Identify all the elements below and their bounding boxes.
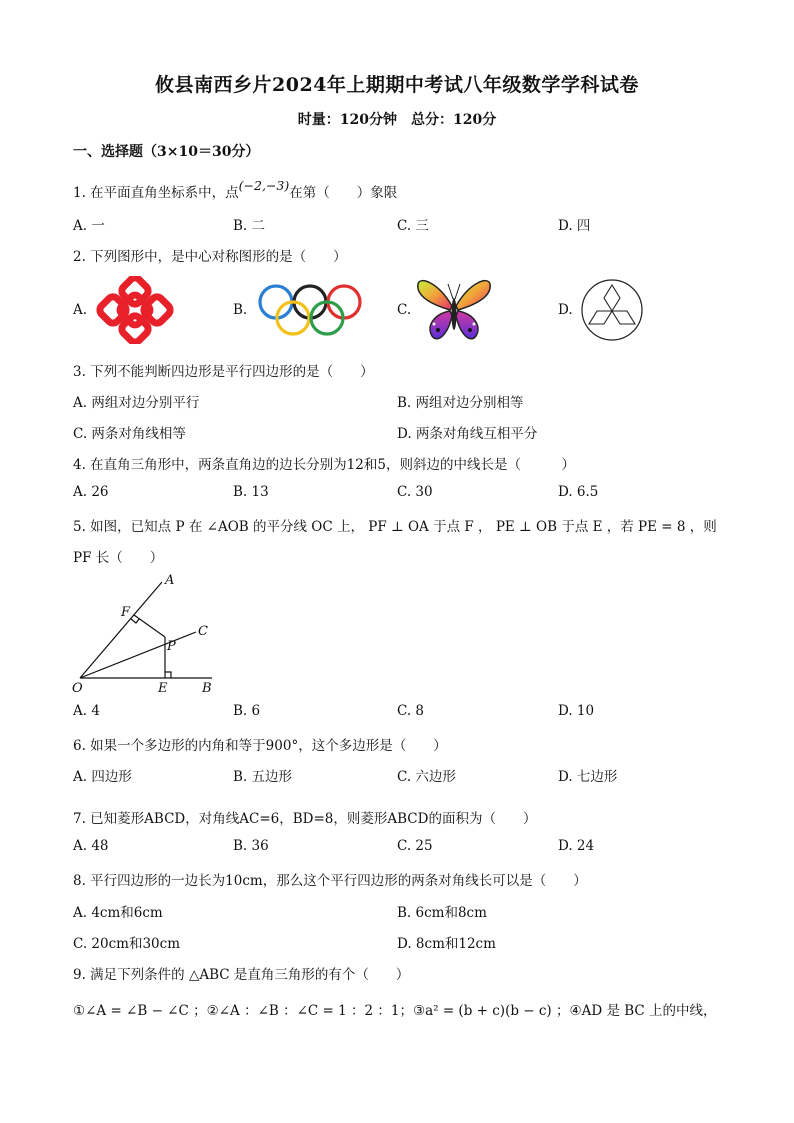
mitsubishi-circle-icon [578, 278, 646, 342]
question-6-stem: 6. 如果一个多边形的内角和等于900°，这个多边形是（ ） [73, 738, 447, 754]
question-1-stem [73, 178, 398, 201]
question-1-stem-part: 在第（ ）象限 [289, 185, 398, 201]
question-7-option-b[interactable]: B. 36 [233, 838, 269, 854]
question-4-option-d[interactable]: D. 6.5 [558, 484, 599, 500]
question-5-option-d[interactable]: D. 10 [558, 703, 595, 719]
question-5-option-b[interactable]: B. 6 [233, 703, 261, 719]
question-5-stem-line2: PF 长（ ） [73, 550, 164, 566]
ray-oa [80, 582, 162, 678]
label-b: B [202, 681, 212, 696]
question-2-option-d-label[interactable]: D. [558, 302, 573, 318]
question-2-option-c-label[interactable]: C. [397, 302, 412, 318]
question-1-option-a[interactable]: A. 一 [73, 218, 105, 234]
question-8-option-c[interactable]: C. 20cm和30cm [73, 936, 181, 952]
question-6-option-c[interactable]: C. 六边形 [397, 769, 456, 785]
question-6-option-b[interactable]: B. 五边形 [233, 769, 293, 785]
label-a: A [165, 573, 175, 588]
question-8-option-a[interactable]: A. 4cm和6cm [73, 905, 163, 921]
question-8-stem: 8. 平行四边形的一边长为10cm，那么这个平行四边形的两条对角线长可以是（ ） [73, 873, 587, 889]
question-7-stem: 7. 已知菱形ABCD，对角线AC=6，BD=8，则菱形ABCD的面积为（ ） [73, 811, 537, 827]
label-c: C [198, 624, 208, 639]
question-3-option-a[interactable]: A. 两组对边分别平行 [73, 395, 200, 411]
question-3-option-c[interactable]: C. 两条对角线相等 [73, 426, 186, 442]
question-3-option-d[interactable]: D. 两条对角线互相平分 [397, 426, 538, 442]
question-4-stem: 4. 在直角三角形中，两条直角边的边长分别为12和5，则斜边的中线长是（ ） [73, 457, 575, 473]
question-6-option-d[interactable]: D. 七边形 [558, 769, 618, 785]
label-p: P [167, 639, 176, 654]
right-angle-mark-f [131, 619, 139, 623]
question-7-option-d[interactable]: D. 24 [558, 838, 595, 854]
angle-bisector-figure [70, 570, 230, 698]
question-6-option-a[interactable]: A. 四边形 [73, 769, 132, 785]
question-4-option-a[interactable]: A. 26 [73, 484, 109, 500]
label-f: F [121, 605, 131, 620]
question-7-option-a[interactable]: A. 48 [73, 838, 109, 854]
right-angle-mark-e [165, 672, 171, 678]
question-3-stem: 3. 下列不能判断四边形是平行四边形的是（ ） [73, 364, 374, 380]
label-e: E [158, 681, 168, 696]
question-9-stem: 9. 满足下列条件的 △ABC 是直角三角形的有个（ ） [73, 967, 410, 983]
olympic-rings-icon [256, 282, 364, 338]
butterfly-icon [416, 274, 492, 344]
question-1-option-c[interactable]: C. 三 [397, 218, 429, 234]
question-1-stem-part: 1. 在平面直角坐标系中，点 [73, 185, 239, 201]
china-unicom-knot-icon [94, 276, 176, 344]
paper-subtitle: 时量：120分钟 总分：120分 [297, 112, 497, 128]
question-2-option-a-label[interactable]: A. [73, 302, 88, 318]
question-7-option-c[interactable]: C. 25 [397, 838, 433, 854]
section-heading: 一、选择题（3×10＝30分） [73, 144, 260, 160]
question-5-option-c[interactable]: C. 8 [397, 703, 425, 719]
question-1-option-b[interactable]: B. 二 [233, 218, 266, 234]
question-1-point: (−2,−3) [238, 178, 290, 193]
question-4-option-c[interactable]: C. 30 [397, 484, 433, 500]
paper-title: 攸县南西乡片2024年上期期中考试八年级数学学科试卷 [155, 74, 639, 96]
question-1-option-d[interactable]: D. 四 [558, 218, 591, 234]
question-5-option-a[interactable]: A. 4 [73, 703, 100, 719]
question-5-stem-line1: 5. 如图，已知点 P 在 ∠AOB 的平分线 OC 上， PF ⊥ OA 于点 F ， PE ⊥ OB 于点 E ，若 PE = 8 ，则 [73, 519, 717, 535]
question-3-option-b[interactable]: B. 两组对边分别相等 [397, 395, 524, 411]
question-9-conditions: ①∠A = ∠B − ∠C ；②∠A ：∠B ：∠C = 1 ：2 ：1；③a² = (b + c)(b − c) ；④AD 是 BC 上的中线， [73, 1003, 717, 1019]
ray-oc [80, 632, 196, 678]
question-8-option-d[interactable]: D. 8cm和12cm [397, 936, 496, 952]
label-o: O [72, 681, 83, 696]
question-8-option-b[interactable]: B. 6cm和8cm [397, 905, 487, 921]
segment-pf [134, 615, 165, 637]
question-2-option-b-label[interactable]: B. [233, 302, 248, 318]
question-2-stem: 2. 下列图形中，是中心对称图形的是（ ） [73, 249, 347, 265]
question-4-option-b[interactable]: B. 13 [233, 484, 269, 500]
